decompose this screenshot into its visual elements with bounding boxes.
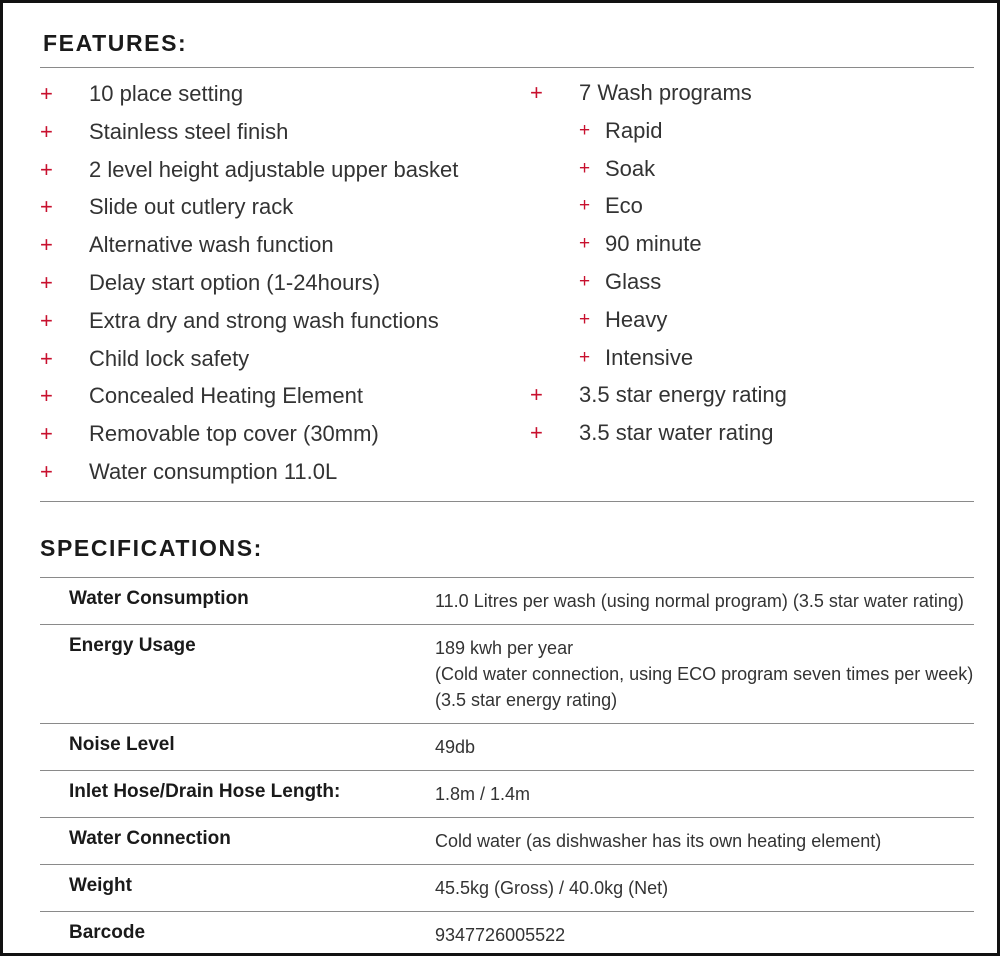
feature-text: Eco [605,187,643,225]
feature-text: Intensive [605,339,693,377]
plus-bullet-icon: + [40,340,53,378]
plus-bullet-icon: + [40,113,53,151]
spec-row [40,724,974,771]
plus-bullet-icon: + [40,453,53,491]
feature-text: 7 Wash programs [579,74,752,112]
plus-bullet-icon: + [579,301,590,339]
spec-value [435,724,974,771]
plus-bullet-icon: + [40,151,53,189]
spec-label: Barcode [40,912,435,958]
spec-row [40,771,974,818]
plus-bullet-icon: + [579,150,590,188]
spec-value-line: 189 kwh per year [435,635,974,661]
features-heading: FEATURES: [43,30,187,57]
plus-bullet-icon: + [40,377,53,415]
spec-value-line: 9347726005522 [435,922,974,948]
spec-row [40,578,974,625]
spec-value-line: (Cold water connection, using ECO program seven times per week) [435,661,974,687]
feature-text: 3.5 star energy rating [579,376,787,414]
spec-value [435,818,974,865]
plus-bullet-icon: + [40,188,53,226]
feature-text: Concealed Heating Element [89,377,363,415]
plus-bullet-icon: + [579,187,590,225]
feature-text: 2 level height adjustable upper basket [89,151,458,189]
spec-value-line: 1.8m / 1.4m [435,781,974,807]
spec-row [40,625,974,724]
feature-text: Slide out cutlery rack [89,188,293,226]
feature-text: Delay start option (1-24hours) [89,264,380,302]
plus-bullet-icon: + [530,74,543,112]
feature-text: 90 minute [605,225,702,263]
plus-bullet-icon: + [579,339,590,377]
spec-label: Inlet Hose/Drain Hose Length: [40,771,435,818]
spec-label: Weight [40,865,435,912]
feature-text: Water consumption 11.0L [89,453,337,491]
spec-value [435,912,974,958]
feature-text: Alternative wash function [89,226,334,264]
feature-text: Rapid [605,112,662,150]
specifications-heading: SPECIFICATIONS: [40,535,263,562]
plus-bullet-icon: + [579,263,590,301]
spec-label: Water Connection [40,818,435,865]
feature-text: Extra dry and strong wash functions [89,302,439,340]
spec-value-line: 45.5kg (Gross) / 40.0kg (Net) [435,875,974,901]
spec-row [40,912,974,958]
feature-text: Stainless steel finish [89,113,288,151]
plus-bullet-icon: + [579,112,590,150]
feature-text: Removable top cover (30mm) [89,415,379,453]
spec-label: Energy Usage [40,625,435,724]
spec-row [40,865,974,912]
specifications-table [40,577,974,958]
plus-bullet-icon: + [40,302,53,340]
plus-bullet-icon: + [40,75,53,113]
plus-bullet-icon: + [579,225,590,263]
spec-value-line: 49db [435,734,974,760]
spec-value-line: (3.5 star energy rating) [435,687,974,713]
feature-text: Child lock safety [89,340,249,378]
spec-label: Noise Level [40,724,435,771]
spec-value [435,625,974,724]
feature-text: Soak [605,150,655,188]
feature-text: 10 place setting [89,75,243,113]
plus-bullet-icon: + [40,264,53,302]
plus-bullet-icon: + [530,414,543,452]
features-bottom-divider [40,501,974,502]
spec-row [40,818,974,865]
spec-label: Water Consumption [40,578,435,625]
spec-value [435,578,974,625]
plus-bullet-icon: + [530,376,543,414]
feature-text: Glass [605,263,661,301]
spec-value-line: Cold water (as dishwasher has its own heating element) [435,828,974,854]
plus-bullet-icon: + [40,226,53,264]
feature-text: 3.5 star water rating [579,414,773,452]
spec-value-line: 11.0 Litres per wash (using normal program) (3.5 star water rating) [435,588,974,614]
plus-bullet-icon: + [40,415,53,453]
spec-value [435,771,974,818]
spec-value [435,865,974,912]
features-divider [40,67,974,68]
feature-text: Heavy [605,301,667,339]
